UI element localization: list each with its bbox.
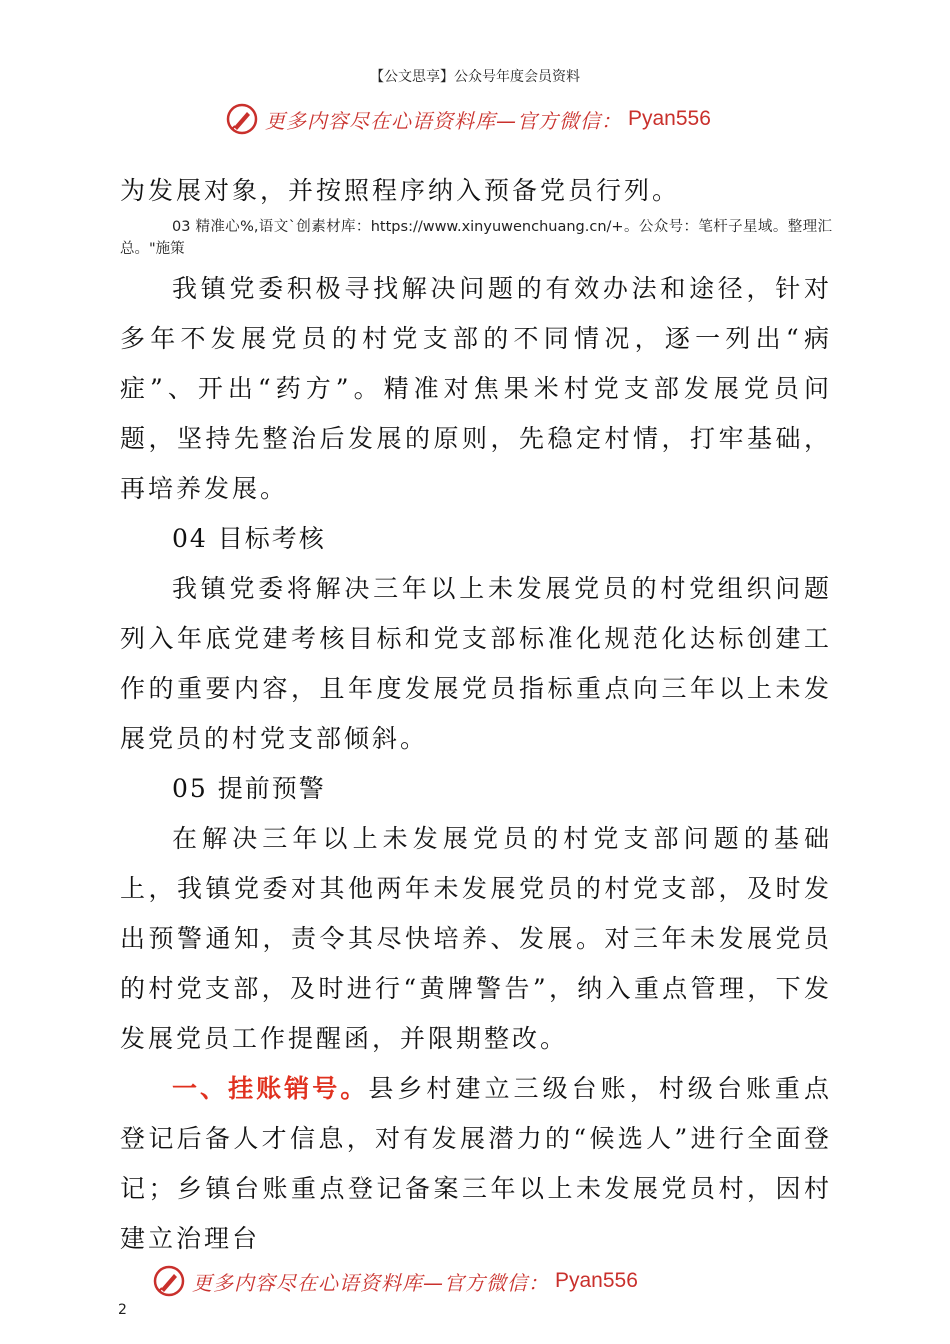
banner-wechat-id: Pyan556 bbox=[555, 1269, 638, 1292]
paragraph-5 bbox=[120, 1064, 832, 1264]
section-heading-04: 04 目标考核 bbox=[172, 524, 326, 553]
paragraph-4: 在解决三年以上未发展党员的村党支部问题的基础上，我镇党委对其他两年未发展党员的村党支部，及时发出预警通知，责令其尽快培养、发展。对三年未发展党员的村党支部，及时进行“黄牌警告”，纳入重点管理，下发发展党员工作提醒函，并限期整改。 bbox=[120, 824, 832, 1053]
paragraph-1: 为发展对象，并按照程序纳入预备党员行列。 bbox=[120, 176, 681, 205]
banner-text: 更多内容尽在心语资料库—官方微信： bbox=[192, 1270, 549, 1295]
document-body bbox=[120, 166, 832, 1264]
header-note: 【公文思享】公众号年度会员资料 bbox=[370, 69, 580, 85]
banner-wechat-id: Pyan556 bbox=[628, 107, 711, 130]
page-number: 2 bbox=[118, 1302, 127, 1318]
paragraph-5-text: 县乡村建立三级台账，村级台账重点登记后备人才信息，对有发展潜力的“候选人”进行全面登记；乡镇台账重点登记备案三年以上未发展党员村，因村建立治理台 bbox=[120, 1074, 832, 1253]
promo-banner-bottom bbox=[152, 1264, 638, 1298]
banner-text: 更多内容尽在心语资料库—官方微信： bbox=[265, 108, 622, 133]
promo-banner-top bbox=[225, 102, 711, 136]
fountain-pen-logo-icon bbox=[152, 1264, 186, 1298]
source-note: 03 精准心%,语文`创素材库：https://www.xinyuwenchuang.cn/+。公众号：笔杆子星域。整理汇总。"施策 bbox=[120, 219, 832, 257]
fountain-pen-logo-icon bbox=[225, 102, 259, 136]
paragraph-5-lead: 一、挂账销号。 bbox=[172, 1074, 369, 1103]
paragraph-3: 我镇党委将解决三年以上未发展党员的村党组织问题列入年底党建考核目标和党支部标准化规范化达标创建工作的重要内容，且年度发展党员指标重点向三年以上未发展党员的村党支部倾斜。 bbox=[120, 574, 832, 753]
section-heading-05: 05 提前预警 bbox=[172, 774, 326, 803]
paragraph-2: 我镇党委积极寻找解决问题的有效办法和途径，针对多年不发展党员的村党支部的不同情况，逐一列出“病症”、开出“药方”。精准对焦果米村党支部发展党员问题，坚持先整治后发展的原则，先稳定村情，打牢基础，再培养发展。 bbox=[120, 274, 832, 503]
